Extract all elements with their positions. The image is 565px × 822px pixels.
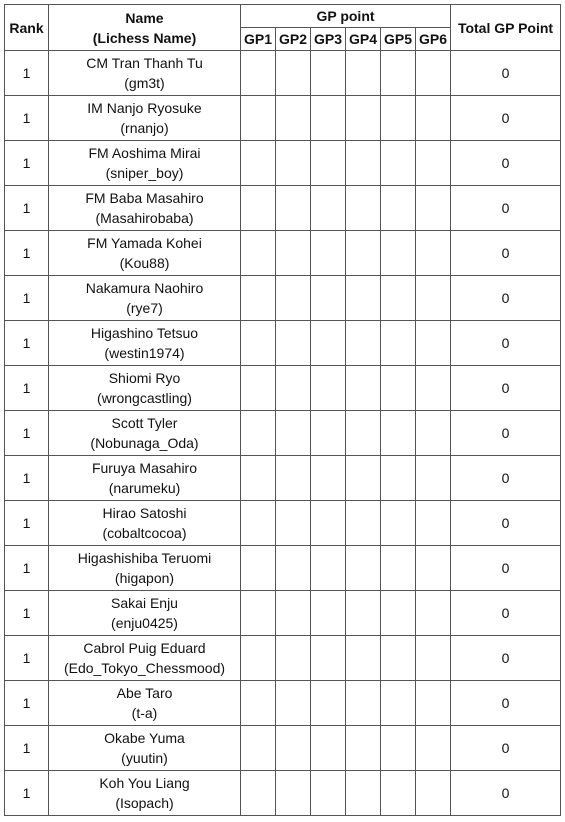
gp2-cell <box>276 636 311 681</box>
gp6-cell <box>416 591 451 636</box>
rank-header: Rank <box>5 5 49 51</box>
total-gp-point-cell: 0 <box>451 321 561 366</box>
player-name-cell <box>49 411 241 456</box>
gp6-cell <box>416 231 451 276</box>
gp4-cell <box>346 591 381 636</box>
gp6-header: GP6 <box>416 28 451 51</box>
gp4-cell <box>346 366 381 411</box>
gp3-cell <box>311 501 346 546</box>
gp5-cell <box>381 186 416 231</box>
total-gp-point-cell: 0 <box>451 726 561 771</box>
gp3-cell <box>311 321 346 366</box>
gp5-cell <box>381 276 416 321</box>
player-name: Nakamura Naohiro <box>85 280 204 296</box>
rank-cell: 1 <box>5 546 49 591</box>
total-gp-point-cell: 0 <box>451 681 561 726</box>
gp1-cell <box>241 726 276 771</box>
gp6-cell <box>416 141 451 186</box>
player-name: Cabrol Puig Eduard <box>83 640 206 656</box>
player-name: FM Yamada Kohei <box>87 235 202 251</box>
player-name-cell <box>49 681 241 726</box>
gp3-cell <box>311 366 346 411</box>
gp1-cell <box>241 321 276 366</box>
gp2-cell <box>276 591 311 636</box>
gp6-cell <box>416 546 451 591</box>
player-name: Abe Taro <box>116 685 173 701</box>
gp5-cell <box>381 501 416 546</box>
player-name-cell <box>49 276 241 321</box>
lichess-username: (yuutin) <box>121 750 168 766</box>
gp-standings-table <box>4 4 561 816</box>
gp5-cell <box>381 546 416 591</box>
gp5-cell <box>381 681 416 726</box>
gp5-cell <box>381 636 416 681</box>
gp3-cell <box>311 681 346 726</box>
player-name: Sakai Enju <box>111 595 178 611</box>
gp1-header: GP1 <box>241 28 276 51</box>
lichess-username: (wrongcastling) <box>97 390 192 406</box>
player-name: FM Baba Masahiro <box>85 190 204 206</box>
gp3-cell <box>311 186 346 231</box>
player-name: Scott Tyler <box>111 415 178 431</box>
table-row <box>5 726 561 771</box>
gp1-cell <box>241 636 276 681</box>
rank-cell: 1 <box>5 411 49 456</box>
player-name-cell <box>49 231 241 276</box>
player-name-cell <box>49 366 241 411</box>
gp5-cell <box>381 456 416 501</box>
lichess-username: (westin1974) <box>104 345 185 361</box>
table-row <box>5 681 561 726</box>
player-name: Koh You Liang <box>99 775 190 791</box>
gp5-header: GP5 <box>381 28 416 51</box>
player-name: Hirao Satoshi <box>102 505 187 521</box>
gp4-cell <box>346 141 381 186</box>
gp1-cell <box>241 456 276 501</box>
lichess-username: (Isopach) <box>115 795 174 811</box>
gp5-cell <box>381 726 416 771</box>
rank-cell: 1 <box>5 276 49 321</box>
player-name-cell <box>49 546 241 591</box>
player-name-cell <box>49 501 241 546</box>
player-name: Higashino Tetsuo <box>90 325 199 341</box>
gp2-cell <box>276 276 311 321</box>
gp3-cell <box>311 411 346 456</box>
gp6-cell <box>416 771 451 816</box>
gp3-cell <box>311 636 346 681</box>
player-name: CM Tran Thanh Tu <box>86 55 203 71</box>
table-row <box>5 96 561 141</box>
rank-cell: 1 <box>5 501 49 546</box>
lichess-username: (rye7) <box>126 300 163 316</box>
gp5-cell <box>381 96 416 141</box>
lichess-username: (gm3t) <box>124 75 165 91</box>
gp6-cell <box>416 681 451 726</box>
name-header-label: Name <box>125 9 164 26</box>
standings-table-container <box>4 4 561 816</box>
player-name: IM Nanjo Ryosuke <box>87 100 202 116</box>
table-row <box>5 366 561 411</box>
gp4-cell <box>346 546 381 591</box>
gp1-cell <box>241 141 276 186</box>
gp3-cell <box>311 51 346 96</box>
rank-cell: 1 <box>5 231 49 276</box>
player-name-cell <box>49 591 241 636</box>
gp3-header: GP3 <box>311 28 346 51</box>
gp4-header: GP4 <box>346 28 381 51</box>
total-gp-point-cell: 0 <box>451 51 561 96</box>
player-name-cell <box>49 771 241 816</box>
total-gp-point-cell: 0 <box>451 456 561 501</box>
gp6-cell <box>416 321 451 366</box>
gp-point-group-header: GP point <box>241 5 451 28</box>
gp2-cell <box>276 501 311 546</box>
rank-cell: 1 <box>5 141 49 186</box>
lichess-username: (narumeku) <box>108 480 181 496</box>
gp1-cell <box>241 411 276 456</box>
gp3-cell <box>311 456 346 501</box>
lichess-username: (Edo_Tokyo_Chessmood) <box>63 660 226 676</box>
player-name-cell <box>49 186 241 231</box>
gp3-cell <box>311 276 346 321</box>
rank-cell: 1 <box>5 456 49 501</box>
player-name-cell <box>49 456 241 501</box>
gp5-cell <box>381 411 416 456</box>
gp6-cell <box>416 411 451 456</box>
gp1-cell <box>241 681 276 726</box>
gp5-cell <box>381 366 416 411</box>
player-name: Okabe Yuma <box>104 730 185 746</box>
gp4-cell <box>346 501 381 546</box>
gp2-cell <box>276 231 311 276</box>
lichess-username: (enju0425) <box>111 615 178 631</box>
gp6-cell <box>416 456 451 501</box>
gp1-cell <box>241 366 276 411</box>
table-row <box>5 456 561 501</box>
gp6-cell <box>416 501 451 546</box>
lichess-username: (Kou88) <box>119 255 170 271</box>
lichess-name-header-label: (Lichess Name) <box>92 29 197 46</box>
rank-cell: 1 <box>5 681 49 726</box>
total-gp-point-cell: 0 <box>451 186 561 231</box>
table-row <box>5 276 561 321</box>
gp6-cell <box>416 366 451 411</box>
gp2-cell <box>276 456 311 501</box>
gp6-cell <box>416 726 451 771</box>
total-gp-point-cell: 0 <box>451 276 561 321</box>
gp6-cell <box>416 276 451 321</box>
rank-cell: 1 <box>5 51 49 96</box>
total-gp-point-cell: 0 <box>451 96 561 141</box>
gp4-cell <box>346 636 381 681</box>
table-row <box>5 321 561 366</box>
gp4-cell <box>346 276 381 321</box>
gp5-cell <box>381 231 416 276</box>
name-header <box>49 5 241 51</box>
gp5-cell <box>381 51 416 96</box>
gp4-cell <box>346 456 381 501</box>
gp5-cell <box>381 321 416 366</box>
gp6-cell <box>416 51 451 96</box>
player-name-cell <box>49 141 241 186</box>
player-name: FM Aoshima Mirai <box>88 145 201 161</box>
table-row <box>5 186 561 231</box>
lichess-username: (Masahirobaba) <box>95 210 194 226</box>
table-row <box>5 636 561 681</box>
total-gp-point-cell: 0 <box>451 141 561 186</box>
gp2-cell <box>276 186 311 231</box>
gp1-cell <box>241 276 276 321</box>
gp6-cell <box>416 96 451 141</box>
total-gp-point-cell: 0 <box>451 411 561 456</box>
rank-cell: 1 <box>5 186 49 231</box>
total-gp-point-header: Total GP Point <box>451 5 561 51</box>
gp5-cell <box>381 141 416 186</box>
gp3-cell <box>311 771 346 816</box>
rank-cell: 1 <box>5 771 49 816</box>
gp3-cell <box>311 546 346 591</box>
player-name-cell <box>49 726 241 771</box>
gp6-cell <box>416 186 451 231</box>
rank-cell: 1 <box>5 591 49 636</box>
gp2-cell <box>276 51 311 96</box>
gp1-cell <box>241 231 276 276</box>
rank-cell: 1 <box>5 96 49 141</box>
gp4-cell <box>346 726 381 771</box>
total-gp-point-cell: 0 <box>451 231 561 276</box>
gp3-cell <box>311 141 346 186</box>
gp5-cell <box>381 771 416 816</box>
lichess-username: (t-a) <box>131 705 158 721</box>
total-gp-point-cell: 0 <box>451 501 561 546</box>
gp4-cell <box>346 51 381 96</box>
gp1-cell <box>241 546 276 591</box>
gp4-cell <box>346 186 381 231</box>
total-gp-point-cell: 0 <box>451 636 561 681</box>
gp1-cell <box>241 51 276 96</box>
gp2-cell <box>276 771 311 816</box>
table-row <box>5 141 561 186</box>
lichess-username: (higapon) <box>114 570 175 586</box>
rank-cell: 1 <box>5 726 49 771</box>
total-gp-point-cell: 0 <box>451 591 561 636</box>
gp1-cell <box>241 96 276 141</box>
gp4-cell <box>346 321 381 366</box>
lichess-username: (sniper_boy) <box>105 165 184 181</box>
gp4-cell <box>346 771 381 816</box>
player-name: Furuya Masahiro <box>91 460 198 476</box>
player-name-cell <box>49 321 241 366</box>
gp1-cell <box>241 501 276 546</box>
standings-body <box>5 51 561 816</box>
gp2-cell <box>276 681 311 726</box>
table-row <box>5 546 561 591</box>
table-row <box>5 771 561 816</box>
player-name: Shiomi Ryo <box>108 370 181 386</box>
gp4-cell <box>346 681 381 726</box>
gp3-cell <box>311 231 346 276</box>
player-name-cell <box>49 51 241 96</box>
gp3-cell <box>311 591 346 636</box>
player-name-cell <box>49 636 241 681</box>
gp2-cell <box>276 141 311 186</box>
lichess-username: (rnanjo) <box>120 120 169 136</box>
rank-cell: 1 <box>5 321 49 366</box>
total-gp-point-cell: 0 <box>451 546 561 591</box>
lichess-username: (Nobunaga_Oda) <box>90 435 199 451</box>
total-gp-point-cell: 0 <box>451 771 561 816</box>
gp4-cell <box>346 231 381 276</box>
gp2-cell <box>276 546 311 591</box>
player-name: Higashishiba Teruomi <box>77 550 212 566</box>
table-row <box>5 231 561 276</box>
table-row <box>5 501 561 546</box>
header-row <box>5 5 561 28</box>
gp1-cell <box>241 771 276 816</box>
gp3-cell <box>311 726 346 771</box>
rank-cell: 1 <box>5 366 49 411</box>
gp1-cell <box>241 591 276 636</box>
gp4-cell <box>346 411 381 456</box>
gp6-cell <box>416 636 451 681</box>
gp2-cell <box>276 726 311 771</box>
table-row <box>5 411 561 456</box>
gp1-cell <box>241 186 276 231</box>
gp2-cell <box>276 96 311 141</box>
gp2-header: GP2 <box>276 28 311 51</box>
gp2-cell <box>276 411 311 456</box>
table-row <box>5 591 561 636</box>
gp2-cell <box>276 366 311 411</box>
gp2-cell <box>276 321 311 366</box>
rank-cell: 1 <box>5 636 49 681</box>
gp4-cell <box>346 96 381 141</box>
total-gp-point-cell: 0 <box>451 366 561 411</box>
table-row <box>5 51 561 96</box>
lichess-username: (cobaltcocoa) <box>102 525 187 541</box>
player-name-cell <box>49 96 241 141</box>
gp5-cell <box>381 591 416 636</box>
gp3-cell <box>311 96 346 141</box>
